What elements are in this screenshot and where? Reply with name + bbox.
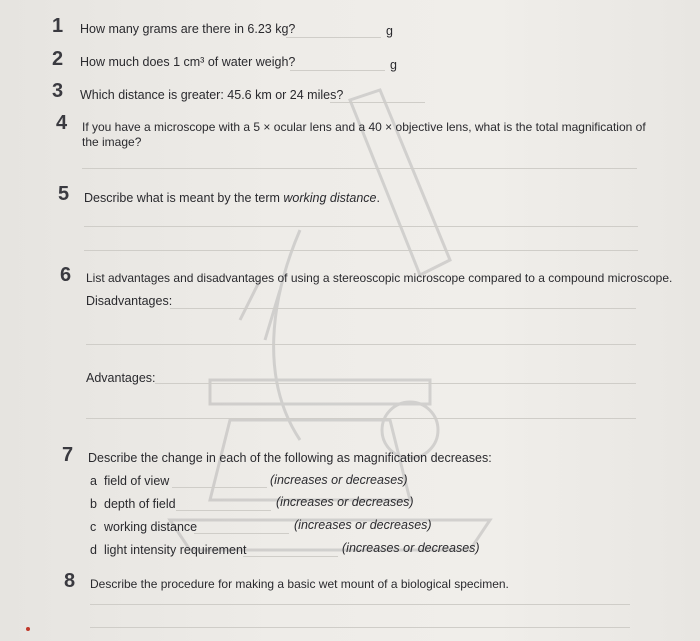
question-5-number: 5 xyxy=(58,183,70,205)
question-8-answer-line-2[interactable] xyxy=(90,627,630,628)
question-5-text-emphasis: working distance xyxy=(283,191,377,205)
question-4-text-line-2: the image? xyxy=(82,135,142,149)
disadvantages-answer-line-1[interactable] xyxy=(170,308,636,309)
question-6-text: List advantages and disadvantages of using a stereoscopic microscope compared to a compound microscope. xyxy=(86,271,673,285)
question-7d-label: light intensity requirement xyxy=(104,543,247,557)
question-7b-letter: b xyxy=(90,497,97,511)
question-7d-hint: (increases or decreases) xyxy=(342,541,480,555)
question-2-number: 2 xyxy=(52,48,64,70)
advantages-answer-line-2[interactable] xyxy=(86,418,636,419)
question-5-text xyxy=(84,191,380,205)
question-7b-label: depth of field xyxy=(104,497,176,511)
question-2-text: How much does 1 cm³ of water weigh? xyxy=(80,55,296,69)
question-5-answer-line-1[interactable] xyxy=(84,226,638,227)
question-7d-answer-line[interactable] xyxy=(243,556,338,557)
question-8-text: Describe the procedure for making a basic wet mount of a biological specimen. xyxy=(90,577,509,591)
question-7b-answer-line[interactable] xyxy=(176,510,271,511)
question-1-unit: g xyxy=(386,24,393,38)
disadvantages-answer-line-2[interactable] xyxy=(86,344,636,345)
question-7c-answer-line[interactable] xyxy=(194,533,289,534)
question-4-answer-line[interactable] xyxy=(82,168,637,169)
question-5-answer-line-2[interactable] xyxy=(84,250,638,251)
question-7c-letter: c xyxy=(90,520,97,534)
question-3-answer-line[interactable] xyxy=(330,102,425,103)
question-7-text: Describe the change in each of the following as magnification decreases: xyxy=(88,451,492,465)
question-6-number: 6 xyxy=(60,264,72,286)
question-3-text: Which distance is greater: 45.6 km or 24 miles? xyxy=(80,88,344,102)
question-7a-letter: a xyxy=(90,474,97,488)
disadvantages-label: Disadvantages: xyxy=(86,294,173,308)
question-5-text-post: . xyxy=(376,191,380,205)
question-1-text: How many grams are there in 6.23 kg? xyxy=(80,22,296,36)
question-5-text-pre: Describe what is meant by the term xyxy=(84,191,284,205)
question-2-answer-line[interactable] xyxy=(290,70,385,71)
question-1-number: 1 xyxy=(52,15,64,37)
question-7a-answer-line[interactable] xyxy=(172,487,267,488)
question-8-number: 8 xyxy=(64,570,76,592)
margin-red-dot xyxy=(26,627,30,631)
question-1-answer-line[interactable] xyxy=(286,37,381,38)
question-7-number: 7 xyxy=(62,444,74,466)
advantages-answer-line-1[interactable] xyxy=(155,383,636,384)
advantages-label: Advantages: xyxy=(86,371,156,385)
question-7a-label: field of view xyxy=(104,474,170,488)
question-8-answer-line-1[interactable] xyxy=(90,604,630,605)
question-4-number: 4 xyxy=(56,112,68,134)
question-7c-label: working distance xyxy=(104,520,198,534)
question-2-unit: g xyxy=(390,58,397,72)
question-3-number: 3 xyxy=(52,80,64,102)
question-7d-letter: d xyxy=(90,543,97,557)
question-7c-hint: (increases or decreases) xyxy=(294,518,432,532)
question-4-text-line-1: If you have a microscope with a 5 × ocular lens and a 40 × objective lens, what is the total magnification of xyxy=(82,120,646,134)
question-7a-hint: (increases or decreases) xyxy=(270,473,408,487)
question-7b-hint: (increases or decreases) xyxy=(276,495,414,509)
microscope-watermark xyxy=(150,80,510,560)
